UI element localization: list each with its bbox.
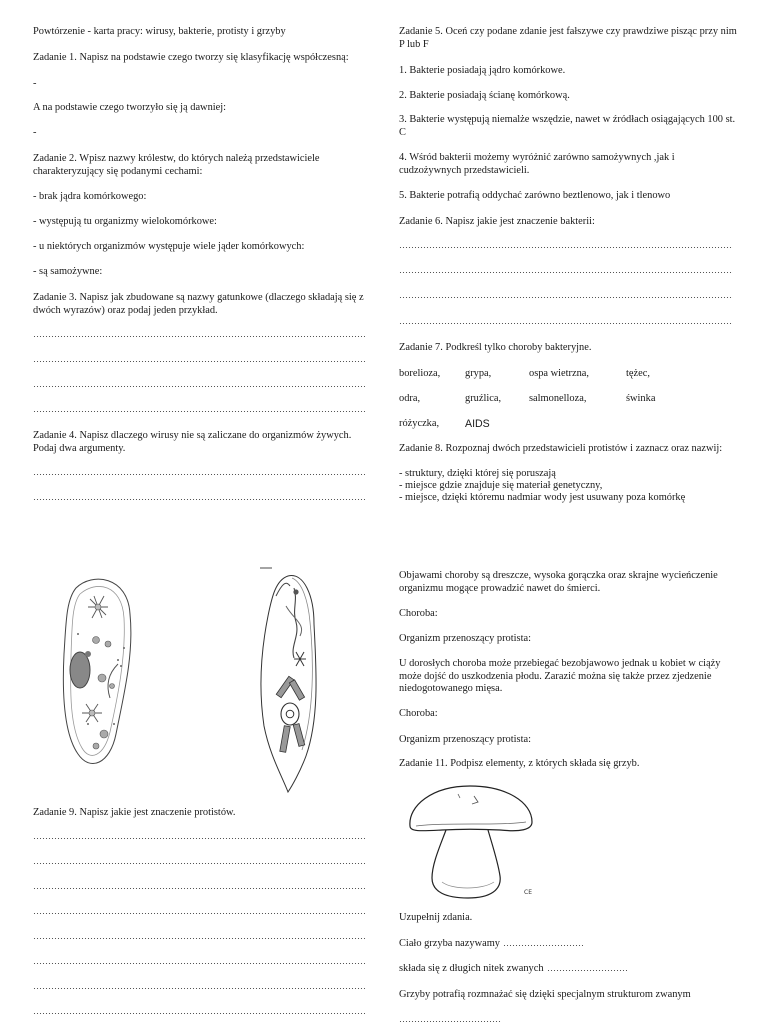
task-3-prompt: Zadanie 3. Napisz jak zbudowane są nazwy gatunkowe (dlaczego składają się z dwóch wyrazów) oraz podaj jeden przykład. [33,292,364,316]
euglena-illustration [256,566,326,794]
task-9-answer-line[interactable] [33,913,365,914]
macronucleus [70,652,90,688]
task-3-answer-line[interactable] [33,336,365,337]
fill-in-sentence-3: Grzyby potrafią rozmnażać się dzięki specjalnym strukturom zwanym [399,989,691,1000]
task-6-answer-line[interactable] [399,247,733,248]
disease-word[interactable]: grypa, [465,368,492,379]
task-1-old-answer-dash: - [33,127,37,138]
task-8-prompt: Zadanie 8. Rozpoznaj dwóch przedstawicieli protistów i zaznacz oraz nazwij: [399,443,723,454]
task-11-prompt: Zadanie 11. Podpisz elementy, z których składa się grzyb. [399,758,640,769]
flagellum-base [276,583,290,596]
task-5-statement-1: 1. Bakterie posiadają jądro komórkowe. [399,65,566,76]
contractile-vacuole [294,652,306,666]
task-5-statement-2: 2. Bakterie posiadają ścianę komórkową. [399,90,570,101]
disease-word[interactable]: AIDS [465,418,490,430]
fill-in-sentence-1-text: Ciało grzyba nazywamy [399,938,500,949]
disease-word[interactable]: ospa wietrzna, [529,368,590,379]
disease-2-description: U dorosłych choroba może przebiegać bezobjawowo jednak u kobiet w ciąży może dojść do uszkodzenia płodu. Zarazić można się także przez zjedzenie niedogotowanego mięsa. [399,658,721,695]
disease-word[interactable]: świnka [626,393,656,404]
disease-word[interactable]: tężec, [626,368,650,379]
task-4-prompt: Zadanie 4. Napisz dlaczego wirusy nie są zaliczane do organizmów żywych. Podaj dwa argumenty. [33,430,352,454]
fill-in-blank[interactable] [399,1021,501,1022]
disease-word[interactable]: gruźlica, [465,393,502,404]
worksheet-title: Powtórzenie - karta pracy: wirusy, bakterie, protisty i grzyby [33,26,286,37]
food-vacuoles [93,637,115,750]
fill-in-title: Uzupełnij zdania. [399,912,473,923]
eyespot [293,589,298,594]
task-6-answer-line[interactable] [399,323,733,324]
disease-word[interactable]: odra, [399,393,421,404]
micronucleus [85,651,91,657]
disease-word[interactable]: borelioza, [399,368,441,379]
task-5-statement-3: 3. Bakterie występują niemalże wszędzie, nawet w źródłach osiągających 100 st. C [399,114,736,138]
oral-groove [108,664,118,698]
task-3-answer-line[interactable] [33,386,365,387]
fill-in-sentence-1 [399,938,583,951]
task-2-item-3: - u niektórych organizmów występuje wiele jąder komórkowych: [33,241,305,252]
task-4-answer-line[interactable] [33,499,365,500]
task-6-prompt: Zadanie 6. Napisz jakie jest znaczenie bakterii: [399,216,595,227]
disease-2-vector-label: Organizm przenoszący protista: [399,734,531,745]
disease-1-vector-label: Organizm przenoszący protista: [399,633,531,644]
fill-in-blank[interactable] [503,945,583,946]
disease-2-name-label: Choroba: [399,708,438,719]
fill-in-blank[interactable] [547,970,627,971]
disease-word[interactable]: salmonelloza, [529,393,587,404]
task-9-answer-line[interactable] [33,863,365,864]
illustration-mark: CE [524,889,532,896]
disease-word[interactable]: różyczka, [399,418,440,429]
task-5-prompt: Zadanie 5. Oceń czy podane zdanie jest fałszywe czy prawdziwe pisząc przy nim P lub F [399,26,737,50]
task-2-prompt: Zadanie 2. Wpisz nazwy królestw, do których należą przedstawiciele charakteryzujący się podanymi cechami: [33,153,320,177]
paramecium-illustration [58,574,138,774]
nucleolus [286,710,294,718]
disease-1-name-label: Choroba: [399,608,438,619]
task-9-answer-line[interactable] [33,1013,365,1014]
task-9-prompt: Zadanie 9. Napisz jakie jest znaczenie protistów. [33,807,236,818]
task-2-item-1: - brak jądra komórkowego: [33,191,147,202]
task-1-prompt: Zadanie 1. Napisz na podstawie czego tworzy się klasyfikację współczesną: [33,52,349,63]
task-9-answer-line[interactable] [33,963,365,964]
flagellum [293,588,297,658]
task-1-old-prompt: A na podstawie czego tworzyło się ją dawniej: [33,102,227,113]
task-7-prompt: Zadanie 7. Podkreśl tylko choroby bakteryjne. [399,342,592,353]
task-1-answer-dash: - [33,78,37,89]
task-4-answer-line[interactable] [33,474,365,475]
task-2-item-2: - występują tu organizmy wielokomórkowe: [33,216,217,227]
nucleus [281,703,299,725]
task-9-answer-line[interactable] [33,838,365,839]
fill-in-sentence-2-text: składa się z długich nitek zwanych [399,963,544,974]
task-3-answer-line[interactable] [33,411,365,412]
mushroom-illustration [402,782,538,902]
task-2-item-4: - są samożywne: [33,266,103,277]
task-9-answer-line[interactable] [33,938,365,939]
task-5-statement-4: 4. Wśród bakterii możemy wyróżnić zarówno samożywnych ,jak i cudzożywnych przedstawicieli. [399,152,675,176]
task-3-answer-line[interactable] [33,361,365,362]
fill-in-sentence-2 [399,963,627,976]
task-5-statement-5: 5. Bakterie potrafią oddychać zarówno beztlenowo, jak i tlenowo [399,190,671,201]
task-8-item-2: - miejsce gdzie znajduje się materiał genetyczny, [399,480,603,491]
task-9-answer-line[interactable] [33,888,365,889]
task-6-answer-line[interactable] [399,272,733,273]
task-8-item-3: - miejsce, dzięki któremu nadmiar wody jest usuwany poza komórkę [399,492,686,503]
disease-1-description: Objawami choroby są dreszcze, wysoka gorączka oraz skrajne wycieńczenie organizmu mogące prowadzić nawet do śmierci. [399,570,718,594]
task-6-answer-line[interactable] [399,297,733,298]
task-8-item-1: - struktury, dzięki której się poruszają [399,468,556,479]
task-9-answer-line[interactable] [33,988,365,989]
